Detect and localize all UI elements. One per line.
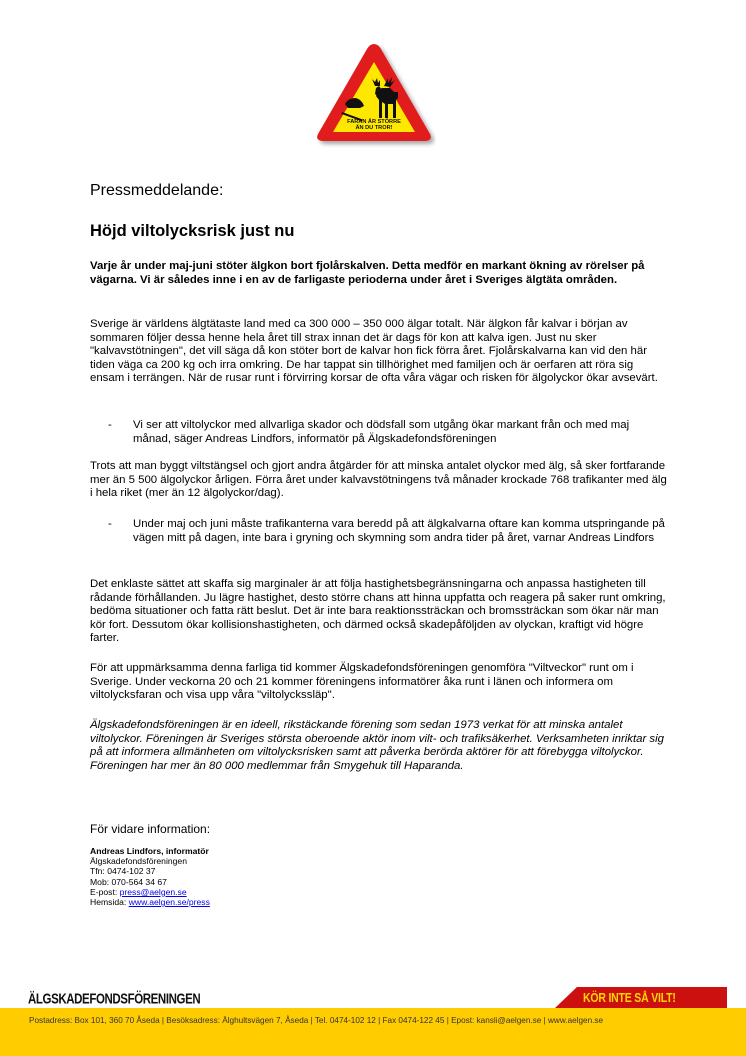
about-paragraph: Älgskadefondsföreningen är en ideell, rikstäckande förening som sedan 1973 verkat för att minska antalet viltolyckor. Föreningen är Sveriges största oberoende aktör inom vilt- och trafiksäkerhet. Verksamheten inriktar sig på att informera allmänheten om viltolycksrisken samt att påverka berörda aktörer för att förebygga viltolyckor. Föreningen har mer än 80 000 medlemmar från Smygehuk till Haparanda. xyxy=(90,719,664,772)
contact-phone: Tfn: 0474-102 37 xyxy=(90,866,156,877)
page-title: Höjd viltolycksrisk just nu xyxy=(90,222,295,240)
bullet-dash: - xyxy=(108,518,112,530)
lead-paragraph: Varje år under maj-juni stöter älgkon bort fjolårskalven. Detta medför en markant ökning av rörelser på vägarna. Vi är således inne i en av de farligaste perioderna under året i Sveriges älgtäta områden. xyxy=(90,260,645,286)
contact-block xyxy=(90,846,210,907)
web-label: Hemsida: xyxy=(90,897,129,908)
sign-text-line2: ÄN DU TROR! xyxy=(355,125,393,131)
contact-heading: För vidare information: xyxy=(90,822,211,836)
email-link[interactable]: press@aelgen.se xyxy=(119,886,187,897)
contact-org: Älgskadefondsföreningen xyxy=(90,856,187,867)
contact-email-row xyxy=(90,887,210,897)
contact-web-row xyxy=(90,897,210,907)
bullet-dash: - xyxy=(108,419,112,431)
quote-text: Under maj och juni måste trafikanterna vara beredd på att älgkalvarna oftare kan komma utspringande på vägen mitt på dagen, inte bara i gryning och skymning som andra tider på året, varnar Andreas Lindfors xyxy=(133,518,665,544)
contact-name: Andreas Lindfors, informatör xyxy=(90,846,209,856)
body-paragraph-2: Trots att man byggt viltstängsel och gjort andra åtgärder för att minska antalet olyckor med älg, så sker fortfarande mer än 5 500 älgolyckor årligen. Förra året under kalvavstötningens två månader krockade 768 trafikanter med älg i hela riket (mer än 12 älgolyckor/dag). xyxy=(90,460,667,499)
footer-address-line: Postadress: Box 101, 360 70 Åseda | Besöksadress: Älghultsvägen 7, Åseda | Tel. 0474-102 12 | Fax 0474-122 45 | Epost: kansli@aelgen.se | www.aelgen.se xyxy=(29,1016,604,1025)
quote-bullet-1 xyxy=(108,419,668,446)
moose-warning-sign-icon xyxy=(312,38,436,148)
sign-text-line1: FARAN ÄR STÖRRE xyxy=(347,119,401,125)
body-paragraph-3: Det enklaste sättet att skaffa sig marginaler är att följa hastighetsbegränsningarna och anpassa hastigheten till rådande förhållanden. Ju lägre hastighet, desto större chans att hinna uppfatta och reagera på saker runt omkring, bedöma situationer och fatta rätt beslut. Det är inte bara reaktionssträckan och bromssträckan som ökar när man kör fort. Dessutom ökar kollisionshastigheten, och därmed också skadepåföljden av olyckan, kraftigt vid högre farter. xyxy=(90,578,666,644)
contact-mobile: Mob: 070-564 34 67 xyxy=(90,876,167,887)
quote-text: Vi ser att viltolyckor med allvarliga skador och dödsfall som utgång ökar markant från och med maj månad, säger Andreas Lindfors, informatör på Älgskadefondsföreningen xyxy=(133,419,630,445)
slogan-text: KÖR INTE SÅ VILT! xyxy=(583,991,676,1006)
document-kicker: Pressmeddelande: xyxy=(90,182,224,199)
body-paragraph-4: För att uppmärksamma denna farliga tid kommer Älgskadefondsföreningen genomföra "Viltveckor" runt om i Sverige. Under veckorna 20 och 21 kommer föreningens informatörer åka runt i länen och informera om viltolycksfaran och visa upp våra "viltolyckssläp". xyxy=(90,662,634,701)
brand-wordmark: ÄLGSKADEFONDSFÖRENINGEN xyxy=(28,992,201,1007)
website-link[interactable]: www.aelgen.se/press xyxy=(128,897,210,908)
email-label: E-post: xyxy=(90,886,120,897)
quote-bullet-2 xyxy=(108,518,668,545)
body-paragraph-1: Sverige är världens älgtätaste land med ca 300 000 – 350 000 älgar totalt. När älgkon får kalvar i början av sommaren följer dessa henne hela året till strax innan det är dags för kon att kalva igen. Just nu sker "kalvavstötningen", det vill säga då kon stöter bort de kalvar hon fick förra året. Fjolårskalvarna kan vid den här tiden väga ca 200 kg och irra omkring. De har tappat sin tillhörighet med familjen och är oerfaren att röra sig ensam i terrängen. När de rusar runt i förvirring korsar de ofta våra vägar och risken för älgolyckor ökar avsevärt. xyxy=(90,318,658,384)
